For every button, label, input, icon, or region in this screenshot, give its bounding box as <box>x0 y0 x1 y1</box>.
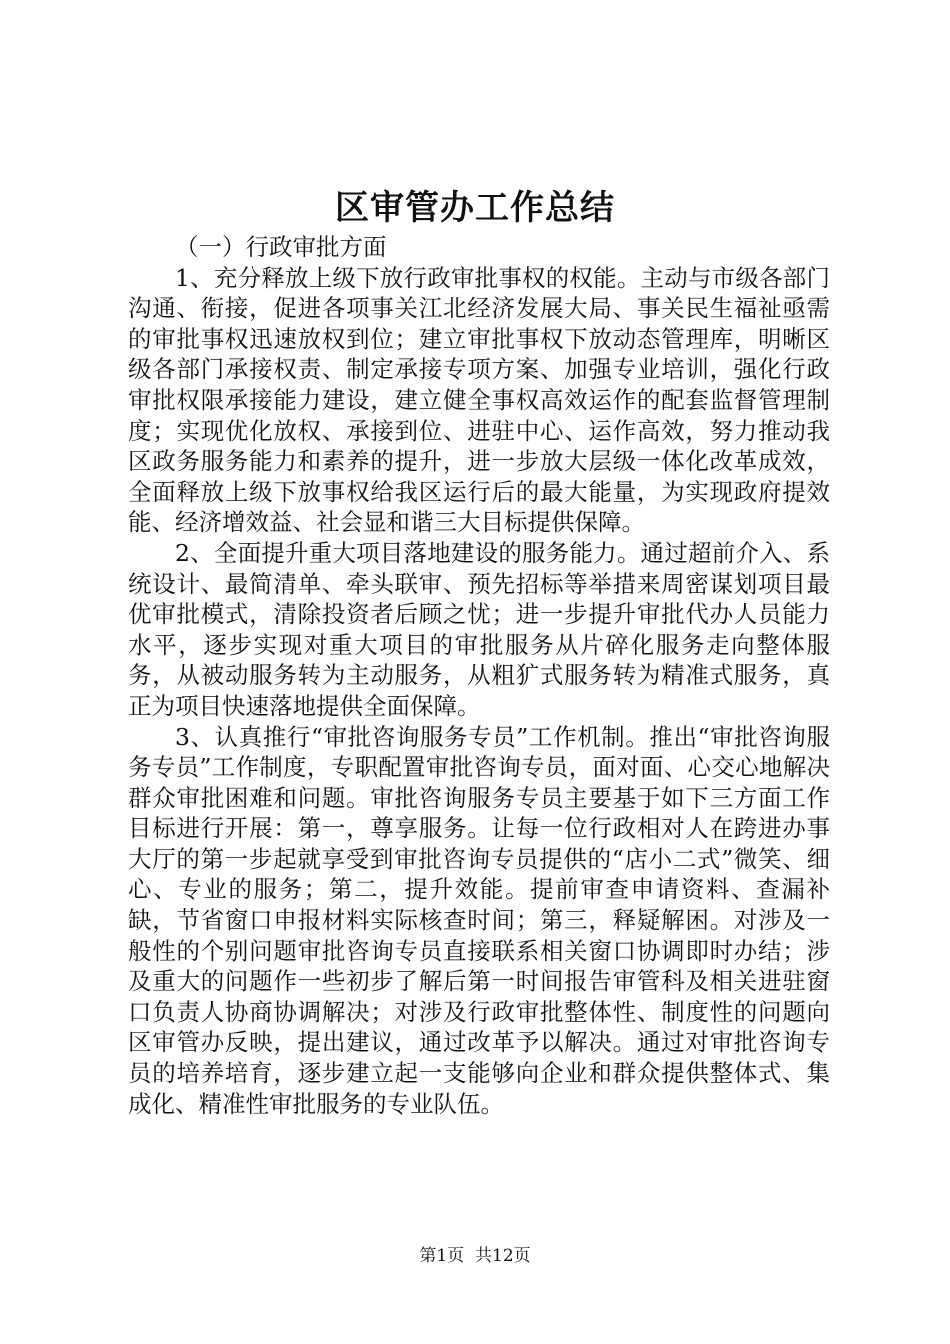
footer-spacer <box>464 1246 475 1266</box>
paragraph-2: 2、全面提升重大项目落地建设的服务能力。通过超前介入、系统设计、最简清单、牵头联审、预先招标等举措来周密谋划项目最优审批模式，清除投资者后顾之忧；进一步提升审批代办人员能力水平，逐步实现对重大项目的审批服务从片碎化服务走向整体服务，从被动服务转为主动服务，从粗犷式服务转为精准式服务，真正为项目快速落地提供全面保障。 <box>128 538 830 720</box>
paragraph-1: 1、充分释放上级下放行政审批事权的权能。主动与市级各部门沟通、衔接，促进各项事关江北经济发展大局、事关民生福祉亟需的审批事权迅速放权到位；建立审批事权下放动态管理库，明晰区级各部门承接权责、制定承接专项方案、加强专业培训，强化行政审批权限承接能力建设，建立健全事权高效运作的配套监督管理制度；实现优化放权、承接到位、进驻中心、运作高效，努力推动我区政务服务能力和素养的提升，进一步放大层级一体化改革成效，全面释放上级下放事权给我区运行后的最大能量，为实现政府提效能、经济增效益、社会显和谐三大目标提供保障。 <box>128 263 830 537</box>
page-number: 第1页 <box>419 1246 465 1266</box>
document-title: 区审管办工作总结 <box>335 188 615 228</box>
page-footer <box>0 1244 950 1268</box>
total-pages: 共12页 <box>475 1246 531 1266</box>
document-body <box>128 232 830 1119</box>
paragraph-3: 3、认真推行“审批咨询服务专员”工作机制。推出“审批咨询服务专员”工作制度，专职配置审批咨询专员，面对面、心交心地解决群众审批困难和问题。审批咨询服务专员主要基于如下三方面工作目标进行开展：第一，尊享服务。让每一位行政相对人在跨进办事大厅的第一步起就享受到审批咨询专员提供的“店小二式”微笑、细心、专业的服务；第二，提升效能。提前审查申请资料、查漏补缺，节省窗口申报材料实际核查时间；第三，释疑解困。对涉及一般性的个别问题审批咨询专员直接联系相关窗口协调即时办结；涉及重大的问题作一些初步了解后第一时间报告审管科及相关进驻窗口负责人协商协调解决；对涉及行政审批整体性、制度性的问题向区审管办反映，提出建议，通过改革予以解决。通过对审批咨询专员的培养培育，逐步建立起一支能够向企业和群众提供整体式、集成化、精准性审批服务的专业队伍。 <box>128 722 830 1118</box>
section-heading: （一）行政审批方面 <box>175 233 387 261</box>
